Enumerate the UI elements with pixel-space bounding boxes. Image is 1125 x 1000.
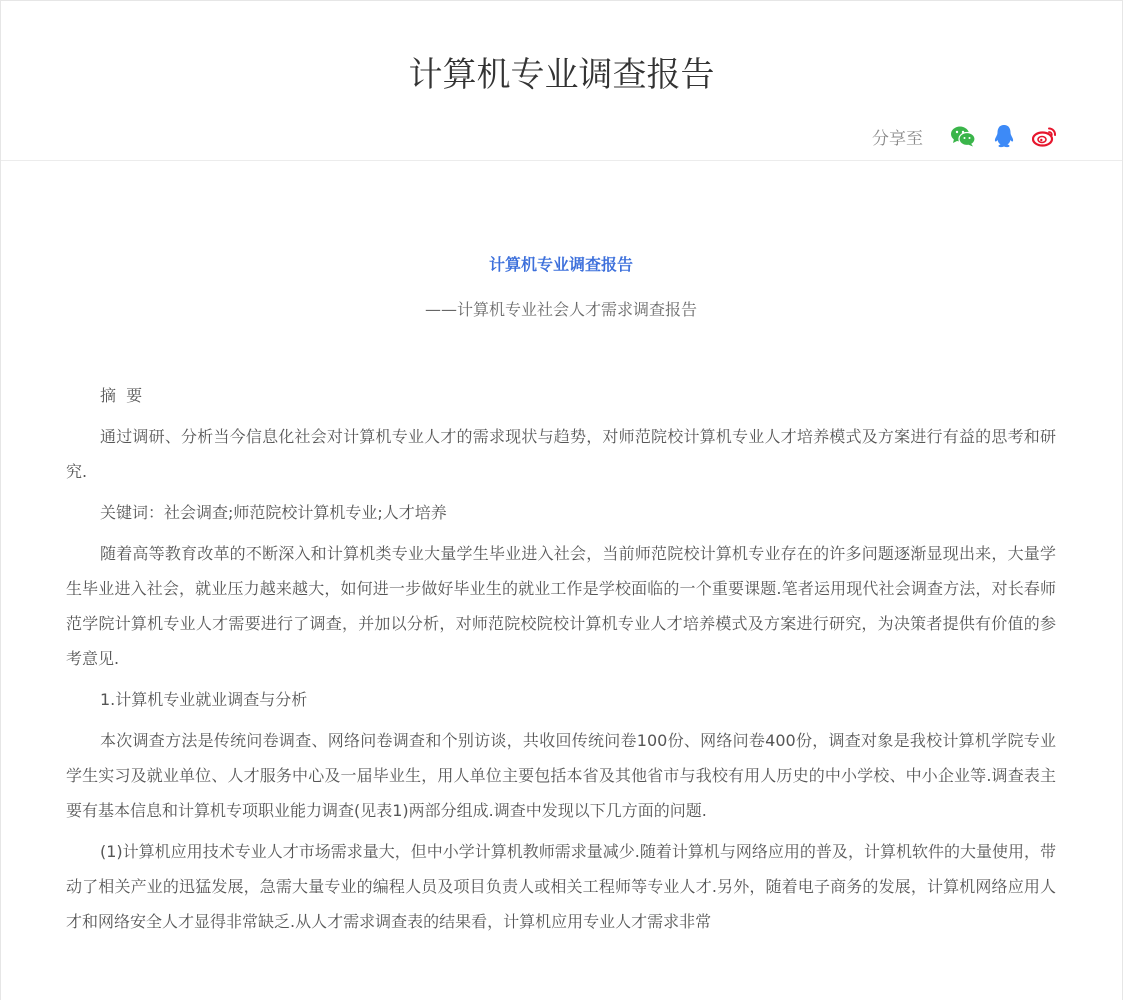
article-content xyxy=(66,161,1056,945)
share-label: 分享至 xyxy=(872,128,923,149)
share-bar xyxy=(872,119,1060,153)
share-weibo-button[interactable] xyxy=(1030,121,1060,151)
body-paragraph: 本次调查方法是传统问卷调查、网络问卷调查和个别访谈，共收回传统问卷100份、网络问卷400份，调查对象是我校计算机学院专业学生实习及就业单位、人才服务中心及一届毕业生，用人单位主要包括本省及其他省市与我校有用人历史的中小学校、中小企业等.调查表主要有基本信息和计算机专项职业能力调查(见表1)两部分组成.调查中发现以下几方面的问题. xyxy=(66,731,1056,820)
qq-icon xyxy=(993,124,1015,148)
article-title: 计算机专业调查报告 xyxy=(488,255,633,274)
abstract-paragraph: 通过调研、分析当今信息化社会对计算机专业人才的需求现状与趋势，对师范院校计算机专业人才培养模式及方案进行有益的思考和研究. xyxy=(66,427,1056,481)
page-header xyxy=(1,1,1122,161)
intro-paragraph: 随着高等教育改革的不断深入和计算机类专业大量学生毕业进入社会，当前师范院校计算机专业存在的许多问题逐渐显现出来，大量学生毕业进入社会，就业压力越来越大，如何进一步做好毕业生的就业工作是学校面临的一个重要课题.笔者运用现代社会调查方法，对长春师范学院计算机专业人才需要进行了调查，并加以分析，对师范院校院校计算机专业人才培养模式及方案进行研究，为决策者提供有价值的参考意见. xyxy=(66,544,1056,668)
wechat-icon xyxy=(950,125,976,147)
weibo-icon xyxy=(1032,125,1058,147)
abstract-heading: 摘 要 xyxy=(100,386,143,405)
body-paragraph: (1)计算机应用技术专业人才市场需求量大，但中小学计算机教师需求量减少.随着计算机与网络应用的普及，计算机软件的大量使用，带动了相关产业的迅猛发展，急需大量专业的编程人员及项目负责人或相关工程师等专业人才.另外，随着电子商务的发展，计算机网络应用人才和网络安全人才显得非常缺乏.从人才需求调查表的结果看，计算机应用专业人才需求非常 xyxy=(66,842,1056,931)
page-title: 计算机专业调查报告 xyxy=(408,55,715,95)
section-heading: 1.计算机专业就业调查与分析 xyxy=(100,690,308,709)
share-wechat-button[interactable] xyxy=(948,121,978,151)
share-qq-button[interactable] xyxy=(989,121,1019,151)
article-subtitle: ——计算机专业社会人才需求调查报告 xyxy=(424,300,697,319)
keywords-paragraph: 关键词：社会调查;师范院校计算机专业;人才培养 xyxy=(100,503,447,522)
